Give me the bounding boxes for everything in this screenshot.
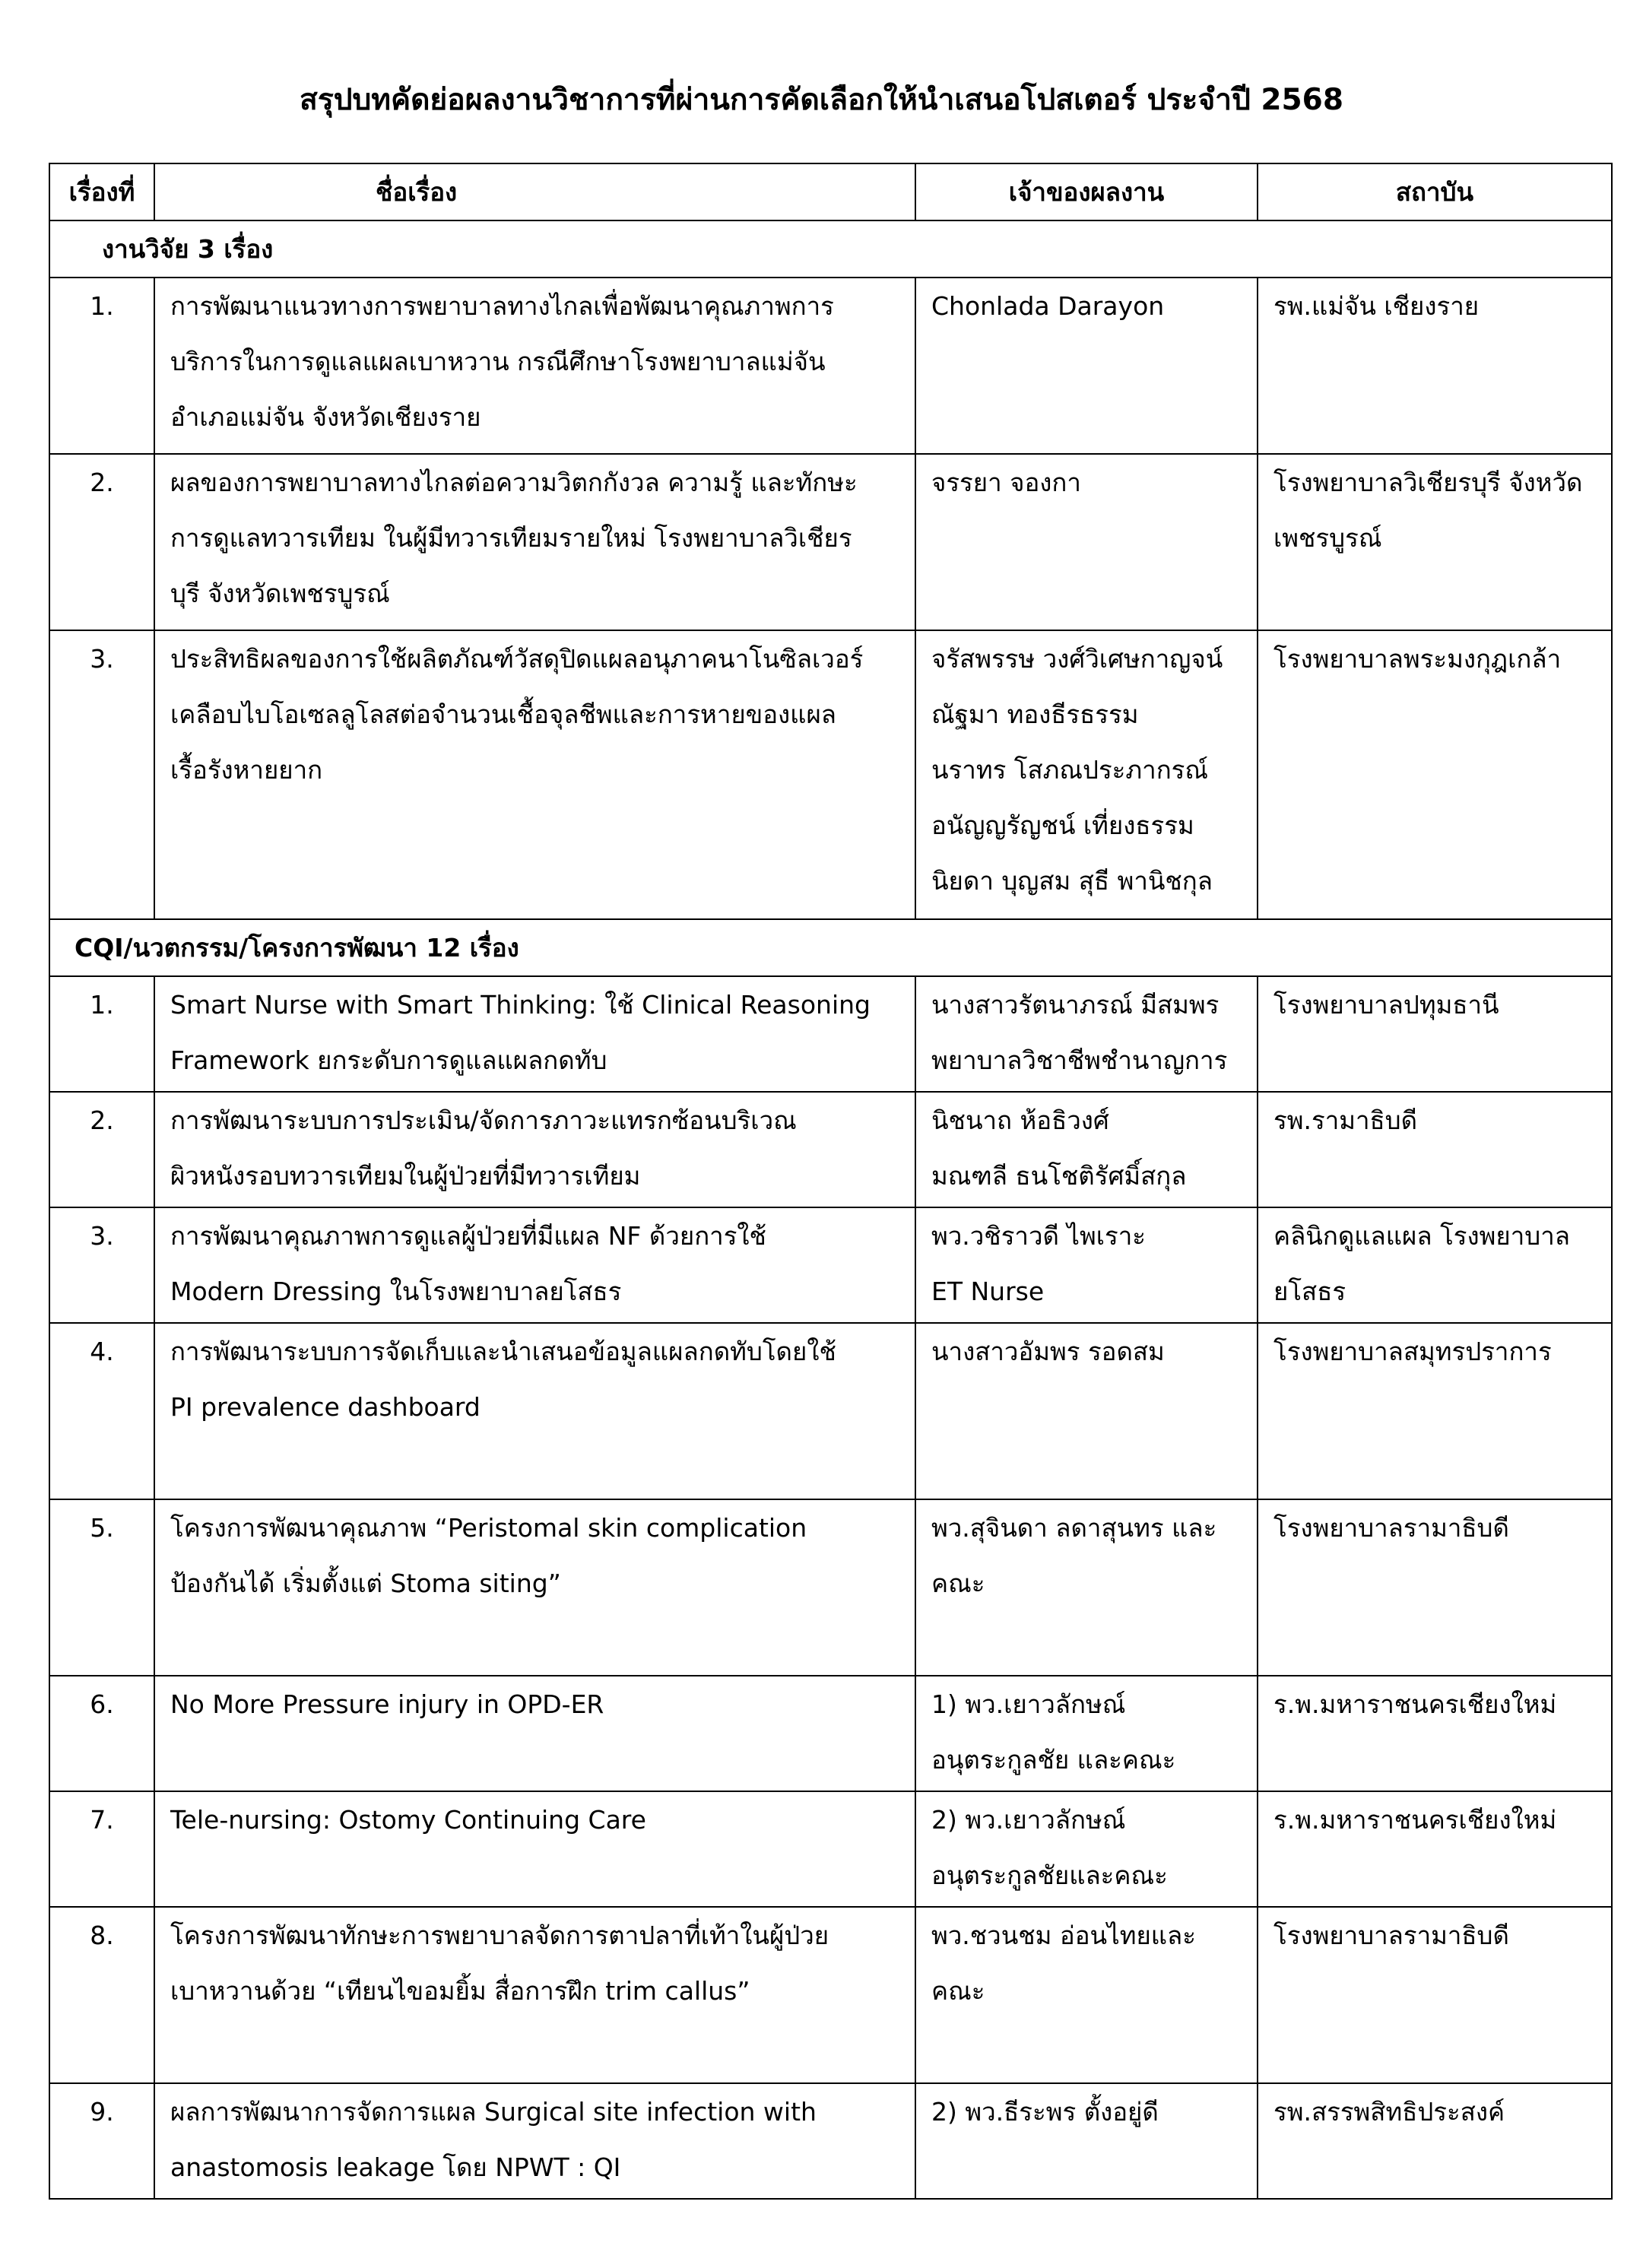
- row-institution-line: โรงพยาบาลสมุทรปราการ: [1273, 1337, 1552, 1366]
- table-row: [49, 454, 1612, 630]
- table-row: [49, 1323, 1612, 1499]
- row-institution-line: โรงพยาบาลปทุมธานี: [1273, 990, 1499, 1020]
- section-row: [49, 220, 1612, 278]
- row-title-line: Tele-nursing: Ostomy Continuing Care: [170, 1805, 646, 1835]
- row-institution: [1258, 278, 1612, 454]
- table-row: [49, 2083, 1612, 2199]
- row-title: [154, 1676, 915, 1791]
- row-institution-line: รพ.รามาธิบดี: [1273, 1105, 1418, 1135]
- row-institution: [1258, 2083, 1612, 2199]
- row-number: 6.: [49, 1676, 154, 1791]
- row-number: 7.: [49, 1791, 154, 1907]
- row-title: [154, 1092, 915, 1207]
- row-owner-line: คณะ: [931, 1976, 985, 2006]
- row-owner-line: 2) พว.เยาวลักษณ์: [931, 1805, 1126, 1835]
- row-owner: [915, 1907, 1258, 2083]
- row-owner-line: นราทร โสภณประภากรณ์: [931, 755, 1209, 785]
- row-title-line: บริการในการดูแลแผลเบาหวาน กรณีศึกษาโรงพยาบาลแม่จัน: [170, 347, 826, 376]
- page-title: สรุปบทคัดย่อผลงานวิชาการที่ผ่านการคัดเลือกให้นำเสนอโปสเตอร์ ประจำปี 2568: [300, 83, 1343, 117]
- row-number: 3.: [49, 630, 154, 919]
- row-institution: [1258, 454, 1612, 630]
- row-title-line: No More Pressure injury in OPD-ER: [170, 1689, 604, 1719]
- row-title: [154, 976, 915, 1092]
- row-title: [154, 1323, 915, 1499]
- row-title-line: การพัฒนาระบบการประเมิน/จัดการภาวะแทรกซ้อนบริเวณ: [170, 1105, 797, 1135]
- row-institution-line: โรงพยาบาลรามาธิบดี: [1273, 1921, 1509, 1950]
- row-number: 8.: [49, 1907, 154, 2083]
- table-row: [49, 278, 1612, 454]
- row-title-line: เบาหวานด้วย “เทียนไขอมยิ้ม สื่อการฝึก trim callus”: [170, 1976, 750, 2006]
- row-number: 2.: [49, 454, 154, 630]
- row-title-line: การพัฒนาระบบการจัดเก็บและนำเสนอข้อมูลแผลกดทับโดยใช้: [170, 1337, 836, 1366]
- row-institution-line: รพ.แม่จัน เชียงราย: [1273, 291, 1480, 321]
- row-owner-line: พว.ชวนชม อ่อนไทยและ: [931, 1921, 1196, 1950]
- row-institution: [1258, 1907, 1612, 2083]
- row-institution: [1258, 976, 1612, 1092]
- row-title-line: ป้องกันได้ เริ่มตั้งแต่ Stoma siting”: [170, 1569, 561, 1598]
- row-owner-line: อนัญญรัญชน์ เที่ยงธรรม: [931, 810, 1194, 840]
- table-row: [49, 630, 1612, 919]
- row-owner-line: จรรยา จองกา: [931, 468, 1081, 497]
- row-owner-line: 1) พว.เยาวลักษณ์: [931, 1689, 1126, 1719]
- row-owner-line: พว.สุจินดา ลดาสุนทร และ: [931, 1513, 1217, 1543]
- row-institution-line: โรงพยาบาลวิเชียรบุรี จังหวัด: [1273, 468, 1583, 497]
- row-number: 4.: [49, 1323, 154, 1499]
- table-row: [49, 976, 1612, 1092]
- row-institution-line: ร.พ.มหาราชนครเชียงใหม่: [1273, 1689, 1557, 1719]
- table-header-row: [49, 163, 1612, 220]
- row-owner-line: 2) พว.ธีระพร ตั้งอยู่ดี: [931, 2097, 1159, 2127]
- row-title-line: บุรี จังหวัดเพชรบูรณ์: [170, 579, 390, 608]
- row-owner-line: นางสาวรัตนาภรณ์ มีสมพร: [931, 990, 1220, 1020]
- row-institution-line: คลินิกดูแลแผล โรงพยาบาล: [1273, 1221, 1570, 1251]
- row-owner-line: Chonlada Darayon: [931, 291, 1165, 321]
- row-title-line: Smart Nurse with Smart Thinking: ใช้ Clinical Reasoning: [170, 990, 871, 1020]
- row-title-line: ผิวหนังรอบทวารเทียมในผู้ป่วยที่มีทวารเทียม: [170, 1161, 641, 1191]
- section-label: งานวิจัย 3 เรื่อง: [49, 220, 1612, 278]
- row-title-line: ผลของการพยาบาลทางไกลต่อความวิตกกังวล ความรู้ และทักษะ: [170, 468, 858, 497]
- row-title: [154, 1207, 915, 1323]
- row-institution: [1258, 1207, 1612, 1323]
- row-title-line: โครงการพัฒนาทักษะการพยาบาลจัดการตาปลาที่เท้าในผู้ป่วย: [170, 1921, 829, 1950]
- row-title-line: anastomosis leakage โดย NPWT : QI: [170, 2152, 621, 2182]
- row-owner: [915, 1676, 1258, 1791]
- row-institution-line: เพชรบูรณ์: [1273, 523, 1382, 553]
- row-number: 2.: [49, 1092, 154, 1207]
- row-owner-line: พยาบาลวิชาชีพชำนาญการ: [931, 1045, 1228, 1075]
- row-institution-line: ยโสธร: [1273, 1277, 1346, 1306]
- row-title-line: PI prevalence dashboard: [170, 1392, 481, 1422]
- section-row: [49, 919, 1612, 976]
- row-title-line: การพัฒนาคุณภาพการดูแลผู้ป่วยที่มีแผล NF ด้วยการใช้: [170, 1221, 766, 1251]
- abstract-table: [49, 163, 1613, 2200]
- row-owner-line: นางสาวอัมพร รอดสม: [931, 1337, 1165, 1366]
- row-title: [154, 630, 915, 919]
- row-owner-line: จรัสพรรษ วงศ์วิเศษกาญจน์: [931, 644, 1223, 674]
- table-row: [49, 1791, 1612, 1907]
- row-owner: [915, 1092, 1258, 1207]
- row-owner: [915, 1499, 1258, 1676]
- row-owner: [915, 1323, 1258, 1499]
- row-title-line: การพัฒนาแนวทางการพยาบาลทางไกลเพื่อพัฒนาคุณภาพการ: [170, 291, 834, 321]
- row-title: [154, 1907, 915, 2083]
- row-number: 5.: [49, 1499, 154, 1676]
- row-number: 1.: [49, 976, 154, 1092]
- row-owner-line: อนุตระกูลชัย และคณะ: [931, 1745, 1176, 1775]
- table-body: [49, 220, 1612, 2199]
- row-title-line: เรื้อรังหายยาก: [170, 755, 323, 785]
- row-institution: [1258, 1676, 1612, 1791]
- header-title: ชื่อเรื่อง: [154, 163, 915, 220]
- row-institution: [1258, 1323, 1612, 1499]
- row-owner: [915, 278, 1258, 454]
- table-row: [49, 1676, 1612, 1791]
- row-institution: [1258, 1791, 1612, 1907]
- section-label: CQI/นวตกรรม/โครงการพัฒนา 12 เรื่อง: [49, 919, 1612, 976]
- row-institution: [1258, 1499, 1612, 1676]
- row-owner-line: ณัฐมา ทองธีรธรรม: [931, 699, 1139, 729]
- row-owner-line: คณะ: [931, 1569, 985, 1598]
- row-owner: [915, 630, 1258, 919]
- row-owner-line: ET Nurse: [931, 1277, 1045, 1306]
- row-owner-line: นิยดา บุญสม สุธี พานิชกุล: [931, 866, 1213, 896]
- row-institution-line: โรงพยาบาลรามาธิบดี: [1273, 1513, 1509, 1543]
- header-owner: เจ้าของผลงาน: [915, 163, 1258, 220]
- table-row: [49, 1907, 1612, 2083]
- row-title-line: เคลือบไบโอเซลลูโลสต่อจำนวนเชื้อจุลชีพและการหายของแผล: [170, 699, 836, 729]
- row-owner: [915, 976, 1258, 1092]
- row-number: 3.: [49, 1207, 154, 1323]
- header-no: เรื่องที่: [49, 163, 154, 220]
- row-title-line: Modern Dressing ในโรงพยาบาลยโสธร: [170, 1277, 622, 1306]
- header-institution: สถาบัน: [1258, 163, 1612, 220]
- row-owner: [915, 1207, 1258, 1323]
- row-title: [154, 1791, 915, 1907]
- row-title: [154, 454, 915, 630]
- table-row: [49, 1092, 1612, 1207]
- row-title-line: โครงการพัฒนาคุณภาพ “Peristomal skin complication: [170, 1513, 807, 1543]
- row-institution-line: โรงพยาบาลพระมงกุฎเกล้า: [1273, 644, 1562, 674]
- row-title: [154, 2083, 915, 2199]
- row-number: 1.: [49, 278, 154, 454]
- table-row: [49, 1499, 1612, 1676]
- row-title-line: Framework ยกระดับการดูแลแผลกดทับ: [170, 1045, 607, 1075]
- row-owner: [915, 454, 1258, 630]
- row-owner-line: พว.วชิราวดี ไพเราะ: [931, 1221, 1147, 1251]
- row-owner-line: อนุตระกูลชัยและคณะ: [931, 1860, 1168, 1890]
- row-owner: [915, 2083, 1258, 2199]
- row-title-line: อำเภอแม่จัน จังหวัดเชียงราย: [170, 402, 481, 432]
- row-owner-line: มณฑลี ธนโชติรัศมิ์สกุล: [931, 1161, 1187, 1191]
- row-institution: [1258, 630, 1612, 919]
- row-institution-line: ร.พ.มหาราชนครเชียงใหม่: [1273, 1805, 1557, 1835]
- row-owner-line: นิชนาถ ห้อธิวงศ์: [931, 1105, 1109, 1135]
- row-number: 9.: [49, 2083, 154, 2199]
- row-title: [154, 278, 915, 454]
- row-institution: [1258, 1092, 1612, 1207]
- table-row: [49, 1207, 1612, 1323]
- row-institution-line: รพ.สรรพสิทธิประสงค์: [1273, 2097, 1505, 2127]
- row-title-line: ประสิทธิผลของการใช้ผลิตภัณฑ์วัสดุปิดแผลอนุภาคนาโนซิลเวอร์: [170, 644, 864, 674]
- row-owner: [915, 1791, 1258, 1907]
- row-title-line: การดูแลทวารเทียม ในผู้มีทวารเทียมรายใหม่ โรงพยาบาลวิเชียร: [170, 523, 852, 553]
- row-title: [154, 1499, 915, 1676]
- row-title-line: ผลการพัฒนาการจัดการแผล Surgical site infection with: [170, 2097, 817, 2127]
